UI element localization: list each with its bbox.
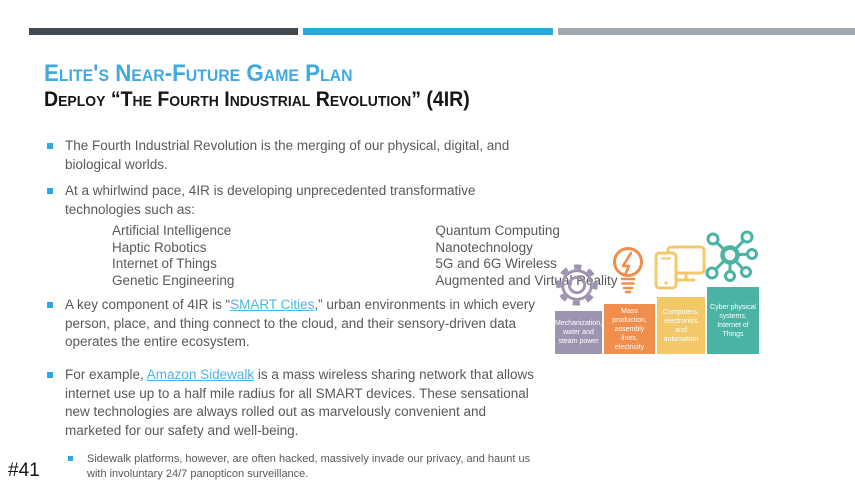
bullet-item-2 (47, 182, 543, 219)
tech-item: Artificial Intelligence (112, 223, 232, 238)
sub-bullet-item (68, 452, 532, 481)
lightbulb-bolt-icon (608, 245, 648, 303)
gear-icon (554, 262, 600, 308)
slide-subtitle: Deploy “The Fourth Industrial Revolution” (4IR) (44, 88, 470, 111)
bullet-text (65, 296, 543, 352)
bullet-marker-icon (47, 143, 53, 149)
bullet-marker-icon (47, 302, 53, 308)
bullet-marker-icon (47, 372, 53, 378)
stage-bar-mass-production (604, 304, 655, 354)
text-segment: At a whirlwind pace, 4IR is developing unprecedented transformative technologies such as: (65, 183, 476, 217)
bullet-text (65, 366, 543, 440)
bullet-text (65, 182, 543, 219)
stage-label: Mechanization, water and steam power (554, 320, 603, 345)
stage-label: Computers, electronics and automation (662, 308, 700, 343)
text-segment: Sidewalk platforms, however, are often hacked, massively invade our privacy, and haunt us with involuntary 24/7 panopticon surveillance. (87, 453, 531, 480)
stage-label: Cyber physical systems, Internet of Things (710, 303, 756, 338)
phone-monitor-icon (653, 243, 707, 291)
tech-item: Augmented and Virtual Reality (435, 272, 618, 288)
stage-bar-cyber-physical (707, 287, 759, 354)
bullet-item-1 (47, 137, 543, 174)
page-number: #41 (8, 460, 40, 481)
text-segment: For example, (65, 367, 147, 382)
technology-column-left (112, 223, 234, 289)
stage-label: Mass production, assembly lines, electricity (612, 307, 647, 351)
network-nodes-icon (703, 230, 759, 286)
accent-bar-gray (558, 28, 855, 35)
bullet-item-4 (47, 366, 543, 440)
text-segment: A key component of 4IR is “ (65, 297, 231, 312)
text-segment: is a mass wireless sharing network that allows internet use up to a half mile radius for all SMART devices. These sensational new technologies are always rolled out as marvelously convenient and marketed for our safety and well-being. (65, 367, 534, 438)
tech-item: Quantum Computing (435, 223, 560, 238)
stage-bar-mechanization (555, 311, 602, 354)
accent-bar-dark (29, 28, 298, 35)
bullet-item-3 (47, 296, 543, 352)
accent-bar-blue (303, 28, 553, 35)
slide-title: Elite's Near-Future Game Plan (44, 60, 353, 87)
bullet-text (65, 137, 543, 174)
text-segment: ,” urban environments in which every person, place, and thing connect to the cloud, and their sensory-driven data operates the entire ecosystem. (65, 297, 535, 349)
text-segment: The Fourth Industrial Revolution is the merging of our physical, digital, and biological worlds. (65, 138, 510, 172)
stage-bar-computers (657, 297, 705, 354)
technology-list (112, 223, 618, 289)
industrial-revolutions-graphic (553, 229, 763, 354)
amazon-sidewalk-link[interactable]: Amazon Sidewalk (146, 367, 255, 382)
tech-item: Haptic Robotics (112, 239, 207, 255)
tech-item: Genetic Engineering (112, 272, 235, 288)
smart-cities-link[interactable]: SMART Cities (230, 297, 315, 312)
tech-item: 5G and 6G Wireless (435, 256, 557, 271)
tech-item: Internet of Things (112, 256, 217, 271)
bullet-marker-icon (68, 456, 73, 461)
sub-bullet-text (87, 452, 532, 481)
bullet-marker-icon (47, 188, 53, 194)
tech-item: Nanotechnology (435, 239, 533, 255)
